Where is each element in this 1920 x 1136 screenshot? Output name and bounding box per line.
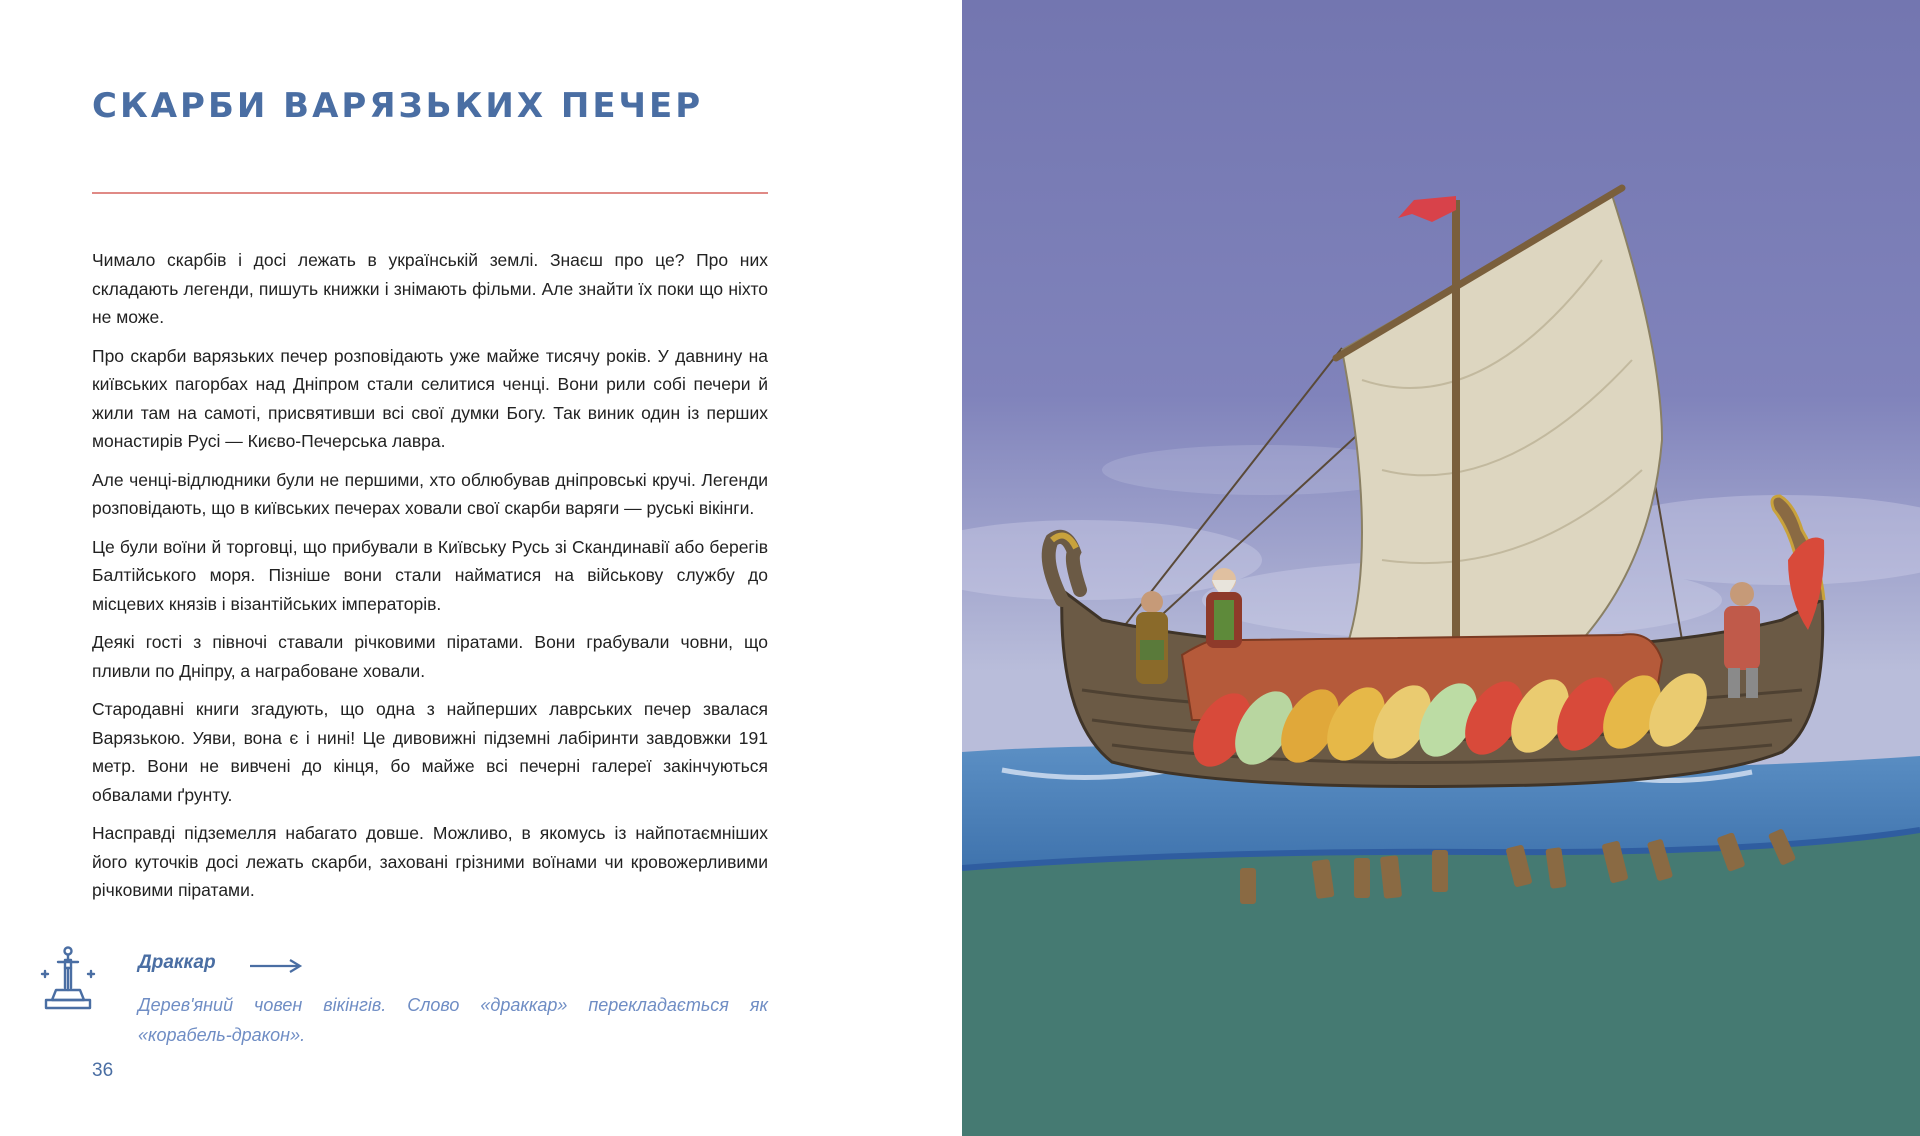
mast (1452, 200, 1460, 660)
article-body (92, 246, 768, 915)
paragraph: Стародавні книги згадують, що одна з найперших лаврських печер звалася Варязькою. Уяви, вона є і нині! Це дивовижні підземні лабіринти завдовжки 191 метр. Вони не вивчені до кінця, бо майже всі печерні галереї закінчуються обвалами ґрунту. (92, 699, 768, 805)
glossary-term: Драккар (138, 952, 216, 973)
title-divider (92, 192, 768, 194)
illustration-page (962, 0, 1920, 1136)
viking-longship-illustration (962, 0, 1920, 1136)
page-title: СКАРБИ ВАРЯЗЬКИХ ПЕЧЕР (92, 86, 704, 126)
paragraph: Про скарби варязьких печер розповідають уже майже тисячу років. У давнину на київських пагорбах над Дніпром стали селитися ченці. Вони рили собі печери й жили там на самоті, присвятивши всі свої думки Богу. Так виник один із перших монастирів Русі — Києво-Печерська лавра. (92, 345, 768, 451)
paragraph: Насправді підземелля набагато довше. Можливо, в якомусь із найпотаємніших його куточків досі лежать скарби, заховані грізними воїнами чи кровожерливими річковими піратами. (92, 823, 768, 900)
page-number: 36 (92, 1060, 114, 1081)
paragraph: Чимало скарбів і досі лежать в українській землі. Знаєш про це? Про них складають легенди, пишуть книжки і знімають фільми. Але знайти їх поки що ніхто не може. (92, 250, 768, 327)
paragraph: Це були воїни й торговці, що прибували в Київську Русь зі Скандинавії або берегів Балтійського моря. Пізніше вони стали найматися на військову службу до місцевих князів і візантійських імператорів. (92, 536, 768, 614)
paragraph: Деякі гості з півночі ставали річковими піратами. Вони грабували човни, що пливли по Дніпру, а награбоване ховали. (92, 632, 768, 681)
glossary-definition: Дерев'яний човен вікінгів. Слово «драккар» перекладається як «корабель-дракон». (138, 995, 768, 1045)
sword-in-stone-icon (32, 944, 104, 1016)
arrow-right-icon (248, 956, 304, 976)
paragraph: Але ченці-відлюдники були не першими, хто облюбував дніпровські кручі. Легенди розповідають, що в київських печерах ховали свої скарби варяги — руські вікінги. (92, 469, 768, 518)
